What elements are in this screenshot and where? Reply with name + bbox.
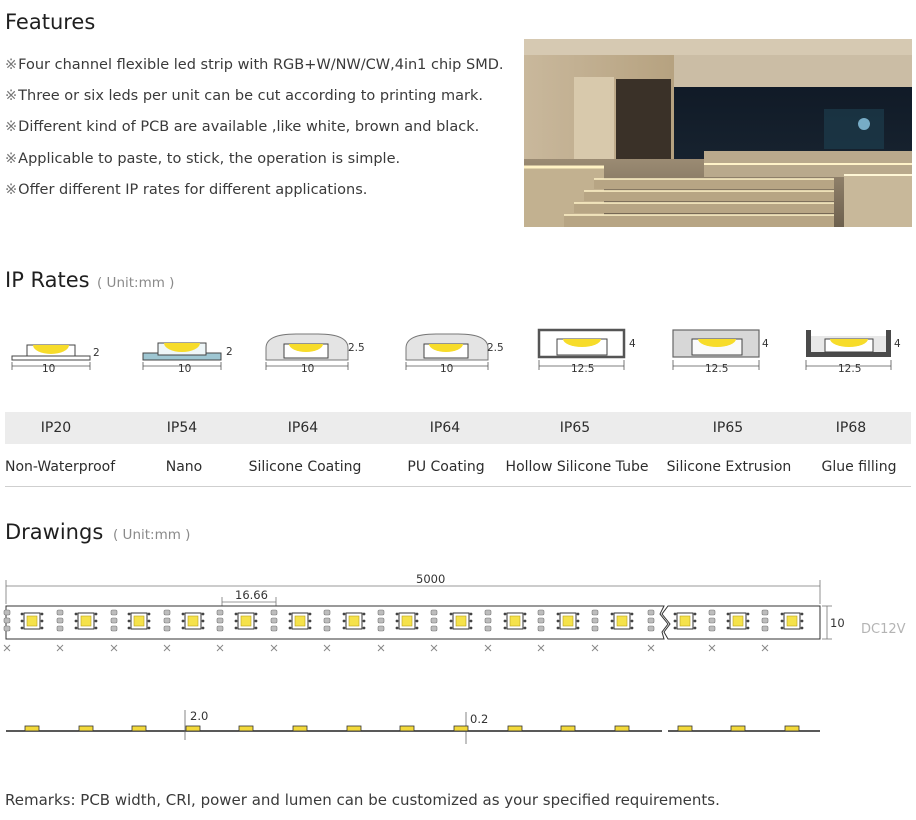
- chip-pin: [343, 620, 346, 623]
- chip-pin: [470, 627, 473, 630]
- feature-text: Three or six leds per unit can be cut according to printing mark.: [18, 88, 483, 105]
- solder-pad: [762, 626, 768, 631]
- led-chip-core: [456, 616, 466, 626]
- solder-pad: [111, 618, 117, 623]
- chip-pin: [182, 620, 185, 623]
- solder-pad: [648, 610, 654, 615]
- chip-pin: [396, 620, 399, 623]
- solder-pad: [57, 618, 63, 623]
- bullet-mark: ※: [5, 119, 18, 136]
- led-chip-core: [563, 616, 573, 626]
- ip-rating-cell: IP54: [166, 420, 198, 436]
- ip68-width-label: 12.5: [838, 363, 862, 375]
- led-chip-side: [400, 726, 414, 731]
- ip-name-cell: PU Coating: [407, 459, 485, 475]
- chip-pin: [309, 620, 312, 623]
- remarks-text: Remarks: PCB width, CRI, power and lumen can be customized as your specified requirements.: [5, 791, 720, 809]
- chip-pin: [235, 620, 238, 623]
- chip-pin: [343, 627, 346, 630]
- solder-pad: [709, 618, 715, 623]
- ip-rating-cell: IP65: [559, 420, 591, 436]
- solder-pad: [485, 626, 491, 631]
- ip-name-cell: Non-Waterproof: [5, 459, 116, 475]
- solder-pad: [485, 618, 491, 623]
- ip-rating-cell: IP68: [835, 420, 867, 436]
- chip-pin: [631, 613, 634, 616]
- led-chip-core: [188, 616, 198, 626]
- ip-name-cell: Hollow Silicone Tube: [505, 459, 649, 475]
- bullet-mark: ※: [5, 88, 18, 105]
- ip-name-cell: Nano: [165, 459, 203, 475]
- led-chip-side: [239, 726, 253, 731]
- chip-pin: [450, 613, 453, 616]
- solder-pad: [4, 626, 10, 631]
- ip64-pu-width-label: 10: [440, 363, 454, 375]
- led-chip-side: [186, 726, 200, 731]
- length-dimension-label: 5000: [416, 572, 446, 586]
- solder-pad: [324, 610, 330, 615]
- voltage-label: DC12V: [861, 622, 906, 637]
- ip65-extrusion-width-label: 12.5: [705, 363, 729, 375]
- chip-pin: [694, 627, 697, 630]
- ip64-silicone-width-label: 10: [301, 363, 315, 375]
- solder-pad: [485, 610, 491, 615]
- chip-pin: [396, 627, 399, 630]
- chip-pin: [202, 627, 205, 630]
- bullet-mark: ※: [5, 181, 18, 198]
- chip-pin: [41, 627, 44, 630]
- chip-pin: [148, 620, 151, 623]
- chip-pin: [289, 627, 292, 630]
- led-chip-side: [508, 726, 522, 731]
- solder-pad: [324, 626, 330, 631]
- solder-pad: [57, 610, 63, 615]
- solder-pad: [762, 610, 768, 615]
- chip-pin: [363, 613, 366, 616]
- ip-name-cell: Glue filling: [821, 459, 897, 475]
- solder-pad: [592, 626, 598, 631]
- led-chip-core: [134, 616, 144, 626]
- led-chip-side: [615, 726, 629, 731]
- solder-pad: [4, 618, 10, 623]
- chip-pin: [557, 627, 560, 630]
- chip-pin: [504, 627, 507, 630]
- ip54-width-label: 10: [178, 363, 192, 375]
- led-chip-core: [787, 616, 797, 626]
- solder-pad: [4, 610, 10, 615]
- chip-pin: [747, 620, 750, 623]
- pitch-dimension-label: 16.66: [235, 588, 268, 602]
- chip-pin: [363, 620, 366, 623]
- chip-pin: [41, 620, 44, 623]
- chip-pin: [148, 613, 151, 616]
- solder-pad: [648, 626, 654, 631]
- chip-pin: [255, 620, 258, 623]
- ip20-height-label: 2: [93, 347, 100, 359]
- chip-pin: [611, 620, 614, 623]
- led-chip-side: [25, 726, 39, 731]
- chip-pin: [727, 627, 730, 630]
- solder-pad: [324, 618, 330, 623]
- led-chip-core: [349, 616, 359, 626]
- solder-pad: [217, 618, 223, 623]
- solder-pad: [378, 618, 384, 623]
- features-list: [5, 50, 504, 206]
- feature-item: [5, 175, 504, 206]
- led-chip-core: [510, 616, 520, 626]
- chip-pin: [416, 620, 419, 623]
- chip-pin: [694, 613, 697, 616]
- chip-pin: [504, 613, 507, 616]
- chip-pin: [557, 613, 560, 616]
- solder-pad: [592, 610, 598, 615]
- led-chip-side: [785, 726, 799, 731]
- chip-pin: [611, 627, 614, 630]
- chip-pin: [801, 613, 804, 616]
- led-chip-side: [731, 726, 745, 731]
- ip-rating-cell: IP65: [712, 420, 744, 436]
- ip65-hollow-width-label: 12.5: [571, 363, 595, 375]
- chip-pin: [674, 627, 677, 630]
- led-height-label: 2.0: [190, 709, 209, 723]
- chip-pin: [674, 613, 677, 616]
- led-chip-side: [561, 726, 575, 731]
- chip-pin: [674, 620, 677, 623]
- chip-pin: [631, 620, 634, 623]
- solder-pad: [271, 618, 277, 623]
- chip-pin: [801, 627, 804, 630]
- width-dimension-label: 10: [830, 616, 845, 630]
- chip-pin: [524, 613, 527, 616]
- feature-text: Different kind of PCB are available ,like white, brown and black.: [18, 119, 480, 136]
- led-chip-core: [241, 616, 251, 626]
- ip-rates-unit: ( Unit:mm ): [97, 275, 175, 291]
- solder-pad: [762, 618, 768, 623]
- solder-pad: [431, 626, 437, 631]
- led-chip-core: [81, 616, 91, 626]
- chip-pin: [416, 613, 419, 616]
- solder-pad: [271, 610, 277, 615]
- pcb-thickness-label: 0.2: [470, 712, 489, 726]
- ip-name-cell: Silicone Coating: [248, 459, 362, 475]
- bullet-mark: ※: [5, 150, 18, 167]
- chip-pin: [202, 620, 205, 623]
- chip-pin: [182, 613, 185, 616]
- feature-item: [5, 112, 504, 143]
- led-chip-core: [295, 616, 305, 626]
- chip-pin: [577, 627, 580, 630]
- feature-text: Applicable to paste, to stick, the operation is simple.: [18, 150, 401, 167]
- chip-pin: [21, 627, 24, 630]
- ip-name-cell: Silicone Extrusion: [666, 459, 792, 475]
- chip-pin: [470, 620, 473, 623]
- chip-pin: [75, 627, 78, 630]
- ip-rates-table: [5, 412, 911, 487]
- ip65-extrusion-height-label: 4: [762, 338, 769, 350]
- feature-item: [5, 81, 504, 112]
- chip-pin: [747, 613, 750, 616]
- solder-pad: [431, 618, 437, 623]
- led-chip-side: [454, 726, 468, 731]
- ip-rating-cell: IP64: [287, 420, 319, 436]
- chip-pin: [95, 627, 98, 630]
- solder-pad: [592, 618, 598, 623]
- led-chip-core: [680, 616, 690, 626]
- solder-pad: [431, 610, 437, 615]
- solder-pad: [111, 610, 117, 615]
- led-chips-top: [21, 613, 804, 630]
- chip-pin: [781, 627, 784, 630]
- chip-pin: [128, 620, 131, 623]
- solder-pad: [217, 610, 223, 615]
- led-chips-side: [25, 726, 799, 731]
- chip-pin: [182, 627, 185, 630]
- ip20-width-label: 10: [42, 363, 56, 375]
- solder-pad: [217, 626, 223, 631]
- chip-pin: [235, 613, 238, 616]
- chip-pin: [41, 613, 44, 616]
- chip-pin: [21, 620, 24, 623]
- chip-pin: [504, 620, 507, 623]
- solder-pad: [538, 610, 544, 615]
- strip-side-view: [0, 704, 916, 746]
- chip-pin: [727, 613, 730, 616]
- led-chip-side: [79, 726, 93, 731]
- chip-pin: [557, 620, 560, 623]
- chip-pin: [289, 613, 292, 616]
- ip-cross-sections: [0, 320, 916, 382]
- led-chip-core: [27, 616, 37, 626]
- ip54-height-label: 2: [226, 346, 233, 358]
- ip65-hollow-height-label: 4: [629, 338, 636, 350]
- chip-pin: [747, 627, 750, 630]
- led-chip-core: [733, 616, 743, 626]
- chip-pin: [202, 613, 205, 616]
- ip-rating-cell: IP20: [40, 420, 72, 436]
- solder-pad: [111, 626, 117, 631]
- chip-pin: [450, 627, 453, 630]
- solder-pad: [709, 626, 715, 631]
- chip-pin: [611, 613, 614, 616]
- solder-pad: [57, 626, 63, 631]
- ip-rates-title: IP Rates: [5, 268, 90, 292]
- led-chip-side: [293, 726, 307, 731]
- ip68-height-label: 4: [894, 338, 901, 350]
- chip-pin: [343, 613, 346, 616]
- led-chip-core: [617, 616, 627, 626]
- chip-pin: [470, 613, 473, 616]
- chip-pin: [255, 613, 258, 616]
- ip64-pu-height-label: 2.5: [487, 342, 504, 354]
- led-chip-side: [678, 726, 692, 731]
- chip-pin: [416, 627, 419, 630]
- features-title: Features: [5, 10, 96, 34]
- feature-item: [5, 144, 504, 175]
- chip-pin: [21, 613, 24, 616]
- drawings-title: Drawings: [5, 520, 104, 544]
- led-chip-side: [132, 726, 146, 731]
- solder-pad: [271, 626, 277, 631]
- chip-pin: [524, 627, 527, 630]
- solder-pad: [378, 626, 384, 631]
- feature-text: Offer different IP rates for different applications.: [18, 181, 368, 198]
- solder-pad: [164, 626, 170, 631]
- ip-rating-cell: IP64: [429, 420, 461, 436]
- chip-pin: [524, 620, 527, 623]
- bullet-mark: ※: [5, 57, 18, 73]
- chip-pin: [450, 620, 453, 623]
- solder-pad: [709, 610, 715, 615]
- chip-pin: [235, 627, 238, 630]
- solder-pad: [164, 618, 170, 623]
- chip-pin: [255, 627, 258, 630]
- chip-pin: [309, 627, 312, 630]
- drawings-unit: ( Unit:mm ): [113, 527, 191, 543]
- chip-pin: [289, 620, 292, 623]
- chip-pin: [309, 613, 312, 616]
- chip-pin: [148, 627, 151, 630]
- chip-pin: [363, 627, 366, 630]
- chip-pin: [75, 620, 78, 623]
- chip-pin: [128, 627, 131, 630]
- chip-pin: [631, 627, 634, 630]
- solder-pad: [164, 610, 170, 615]
- chip-pin: [396, 613, 399, 616]
- chip-pin: [694, 620, 697, 623]
- chip-pin: [95, 620, 98, 623]
- solder-pad: [648, 618, 654, 623]
- solder-pad: [538, 618, 544, 623]
- ip64-silicone-height-label: 2.5: [348, 342, 365, 354]
- cut-marks: [4, 645, 768, 651]
- chip-pin: [577, 613, 580, 616]
- application-photo: [524, 39, 912, 227]
- led-chip-core: [402, 616, 412, 626]
- feature-text: Four channel flexible led strip with RGB+W/NW/CW,4in1 chip SMD.: [18, 57, 504, 73]
- led-chip-side: [347, 726, 361, 731]
- chip-pin: [727, 620, 730, 623]
- chip-pin: [781, 613, 784, 616]
- strip-top-view: [0, 568, 916, 660]
- chip-pin: [801, 620, 804, 623]
- chip-pin: [577, 620, 580, 623]
- chip-pin: [781, 620, 784, 623]
- chip-pin: [128, 613, 131, 616]
- solder-pad: [538, 626, 544, 631]
- feature-item: [5, 50, 504, 81]
- chip-pin: [95, 613, 98, 616]
- solder-pad: [378, 610, 384, 615]
- chip-pin: [75, 613, 78, 616]
